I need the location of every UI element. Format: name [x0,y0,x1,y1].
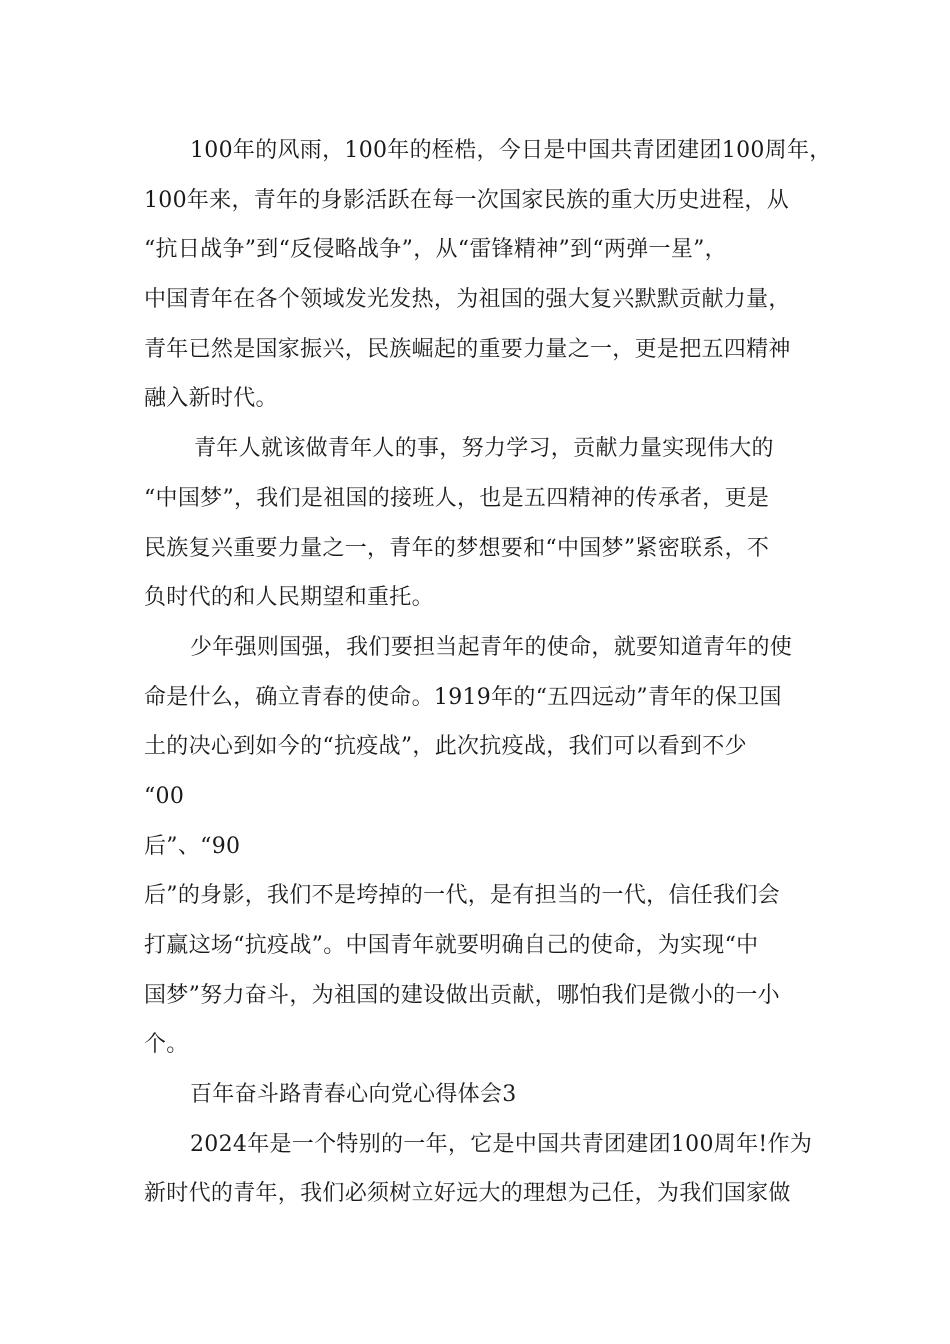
paragraph-3-line-3: 土的决心到如今的“抗疫战”，此次抗疫战，我们可以看到不少 [144,734,747,760]
paragraph-3-line-8: 国梦”努力奋斗，为祖国的建设做出贡献，哪怕我们是微小的一小 [144,982,780,1008]
paragraph-1-line-3: “抗日战争”到“反侵略战争”，从“雷锋精神”到“两弹一星”， [144,237,727,263]
paragraph-1-line-2: 100年来，青年的身影活跃在每一次国家民族的重大历史进程，从 [144,187,789,213]
paragraph-3-line-6: 后”的身影，我们不是垮掉的一代，是有担当的一代，信任我们会 [144,883,780,909]
paragraph-2-line-3: 民族复兴重要力量之一，青年的梦想要和“中国梦”紧密联系，不 [144,535,770,561]
paragraph-1-line-5: 青年已然是国家振兴，民族崛起的重要力量之一，更是把五四精神 [144,336,791,362]
document-body [144,126,832,1219]
paragraph-3-line-7: 打赢这场“抗疫战”。中国青年就要明确自己的使命，为实现“中 [144,933,759,958]
section-heading: 百年奋斗路青春心向党心得体会3 [190,1082,517,1108]
paragraph-4-line-2: 新时代的青年，我们必须树立好远大的理想为己任，为我们国家做 [144,1181,791,1207]
paragraph-2-line-4: 负时代的和人民期望和重托。 [144,585,434,611]
paragraph-3-line-9: 个。 [144,1032,189,1058]
paragraph-1-line-1: 100年的风雨，100年的桎梏，今日是中国共青团建团100周年， [190,138,832,163]
paragraph-3-line-1: 少年强则国强，我们要担当起青年的使命，就要知道青年的使 [190,634,793,660]
paragraph-1-line-6: 融入新时代。 [144,386,278,412]
paragraph-3-line-5: 后”、“90 [144,833,241,859]
paragraph-4-line-1: 2024年是一个特别的一年，它是中国共青团建团100周年!作为 [190,1131,813,1157]
paragraph-3-line-2: 命是什么，确立青春的使命。1919年的“五四远动”青年的保卫国 [144,684,782,710]
paragraph-3-line-4: “00 [144,783,185,809]
paragraph-1-line-4: 中国青年在各个领域发光发热，为祖国的强大复兴默默贡献力量， [144,287,791,313]
paragraph-2-line-2: “中国梦”，我们是祖国的接班人，也是五四精神的传承者，更是 [144,485,770,511]
paragraph-2-line-1: 青年人就该做青年人的事，努力学习，贡献力量实现伟大的 [194,436,774,462]
